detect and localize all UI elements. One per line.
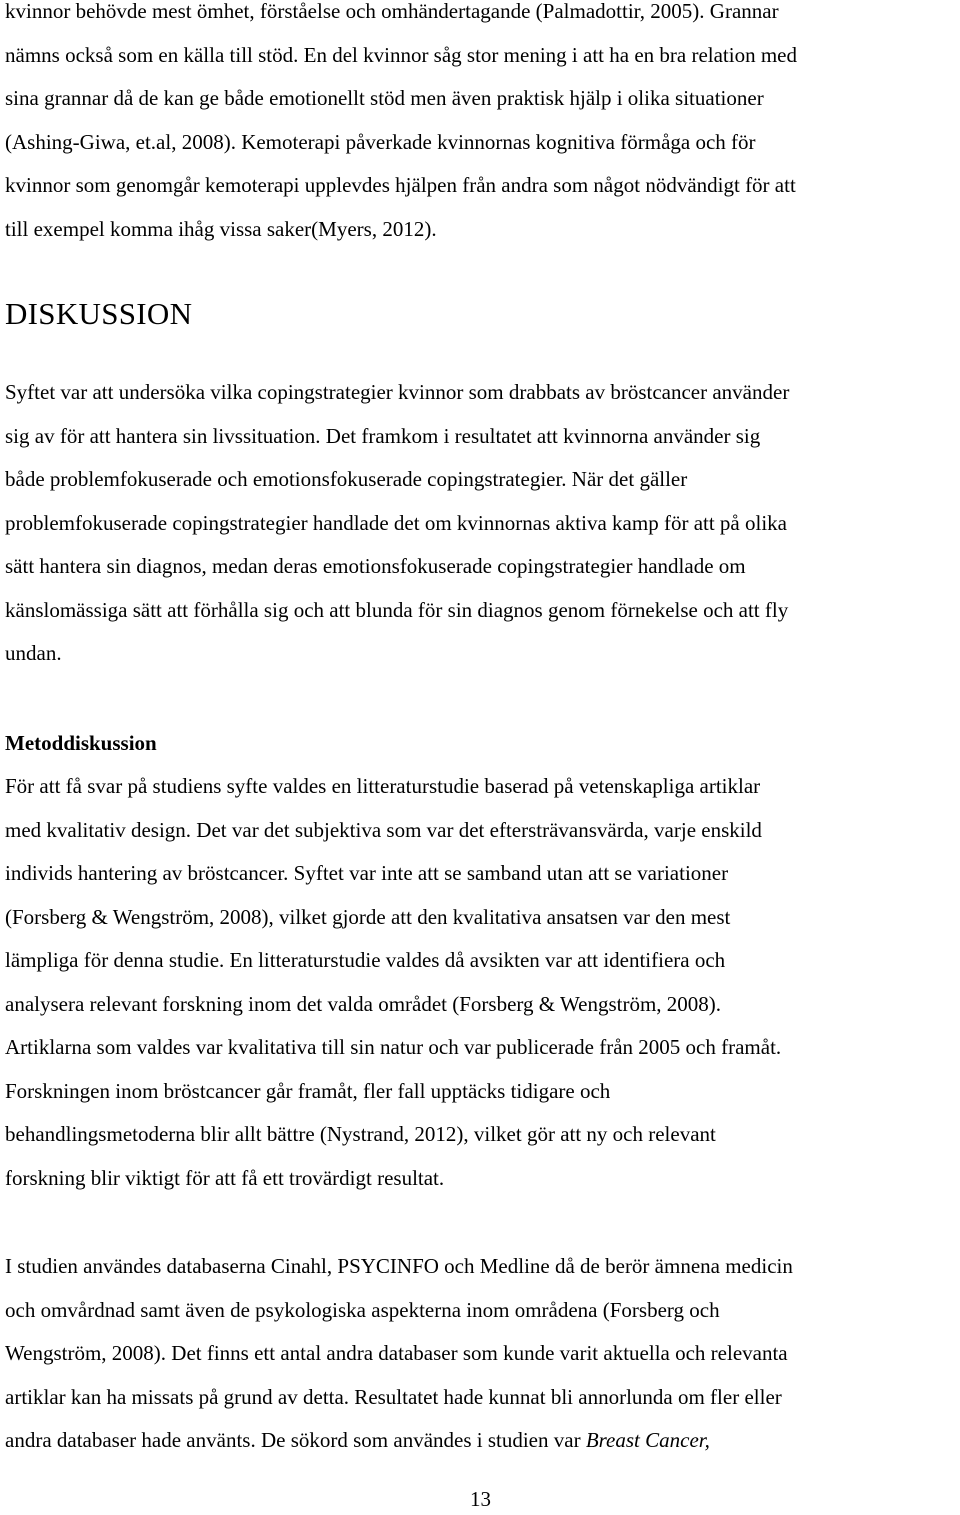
text-line: (Ashing-Giwa, et.al, 2008). Kemoterapi påverkade kvinnornas kognitiva förmåga och för [5, 129, 756, 154]
text-line: (Forsberg & Wengström, 2008), vilket gjorde att den kvalitativa ansatsen var den mest [5, 904, 731, 929]
section-heading-diskussion: DISKUSSION [5, 296, 193, 331]
text-line: individs hantering av bröstcancer. Syftet var inte att se samband utan att se variationer [5, 861, 729, 885]
text-line: artiklar kan ha missats på grund av detta. Resultatet hade kunnat bli annorlunda om fler eller [5, 1384, 782, 1409]
text-line: kvinnor som genomgår kemoterapi upplevdes hjälpen från andra som något nödvändigt för att [5, 173, 796, 197]
text-line: Wengström, 2008). Det finns ett antal andra databaser som kunde varit aktuella och relevanta [5, 1341, 788, 1365]
text-line: kvinnor behövde mest ömhet, förståelse och omhändertagande (Palmadottir, 2005). Grannar [5, 0, 779, 23]
text-line: Artiklarna som valdes var kvalitativa till sin natur och var publicerade från 2005 och framåt. [5, 1035, 782, 1059]
text-line: Syftet var att undersöka vilka copingstrategier kvinnor som drabbats av bröstcancer använder [5, 380, 790, 404]
text-line: till exempel komma ihåg vissa saker(Myers, 2012). [5, 216, 437, 241]
text-line-last [5, 1419, 793, 1463]
page-number: 13 [470, 1487, 491, 1511]
text-line: För att få svar på studiens syfte valdes en litteraturstudie baserad på vetenskapliga artiklar [5, 774, 761, 798]
text-line: sig av för att hantera sin livssituation. Det framkom i resultatet att kvinnorna använder sig [5, 423, 761, 448]
subsection-heading-metoddiskussion: Metoddiskussion [5, 731, 157, 755]
text-plain: andra databaser hade använts. De sökord som användes i studien var [5, 1428, 586, 1452]
text-line: och omvårdnad samt även de psykologiska aspekterna inom områdena (Forsberg och [5, 1297, 720, 1322]
text-line: forskning blir viktigt för att få ett trovärdigt resultat. [5, 1165, 445, 1190]
text-line: känslomässiga sätt att förhålla sig och att blunda för sin diagnos genom förnekelse och att fly [5, 597, 789, 622]
text-line: sina grannar då de kan ge både emotionellt stöd men även praktisk hjälp i olika situationer [5, 86, 764, 110]
text-line: nämns också som en källa till stöd. En del kvinnor såg stor mening i att ha en bra relation med [5, 42, 797, 67]
paragraph-diskussion [5, 371, 789, 676]
text-line: sätt hantera sin diagnos, medan deras emotionsfokuserade copingstrategier handlade om [5, 554, 746, 578]
text-line: med kvalitativ design. Det var det subjektiva som var det eftersträvansvärda, varje enskild [5, 817, 762, 842]
paragraph-intro [5, 0, 797, 251]
paragraph-metod [5, 765, 781, 1200]
text-line: lämpliga för denna studie. En litteraturstudie valdes då avsikten var att identifiera och [5, 948, 726, 972]
search-term-italic: Breast Cancer, [585, 1428, 710, 1452]
text-line: problemfokuserade copingstrategier handlade det om kvinnornas aktiva kamp för att på olika [5, 510, 787, 535]
text-line: både problemfokuserade och emotionsfokuserade copingstrategier. När det gäller [5, 467, 688, 491]
text-line: analysera relevant forskning inom det valda området (Forsberg & Wengström, 2008). [5, 991, 722, 1016]
text-line: undan. [5, 641, 62, 665]
text-line: behandlingsmetoderna blir allt bättre (Nystrand, 2012), vilket gör att ny och relevant [5, 1122, 716, 1146]
paragraph-databaser [5, 1245, 793, 1463]
text-line: I studien användes databaserna Cinahl, PSYCINFO och Medline då de berör ämnena medicin [5, 1254, 793, 1278]
text-line: Forskningen inom bröstcancer går framåt, fler fall upptäcks tidigare och [5, 1078, 611, 1103]
